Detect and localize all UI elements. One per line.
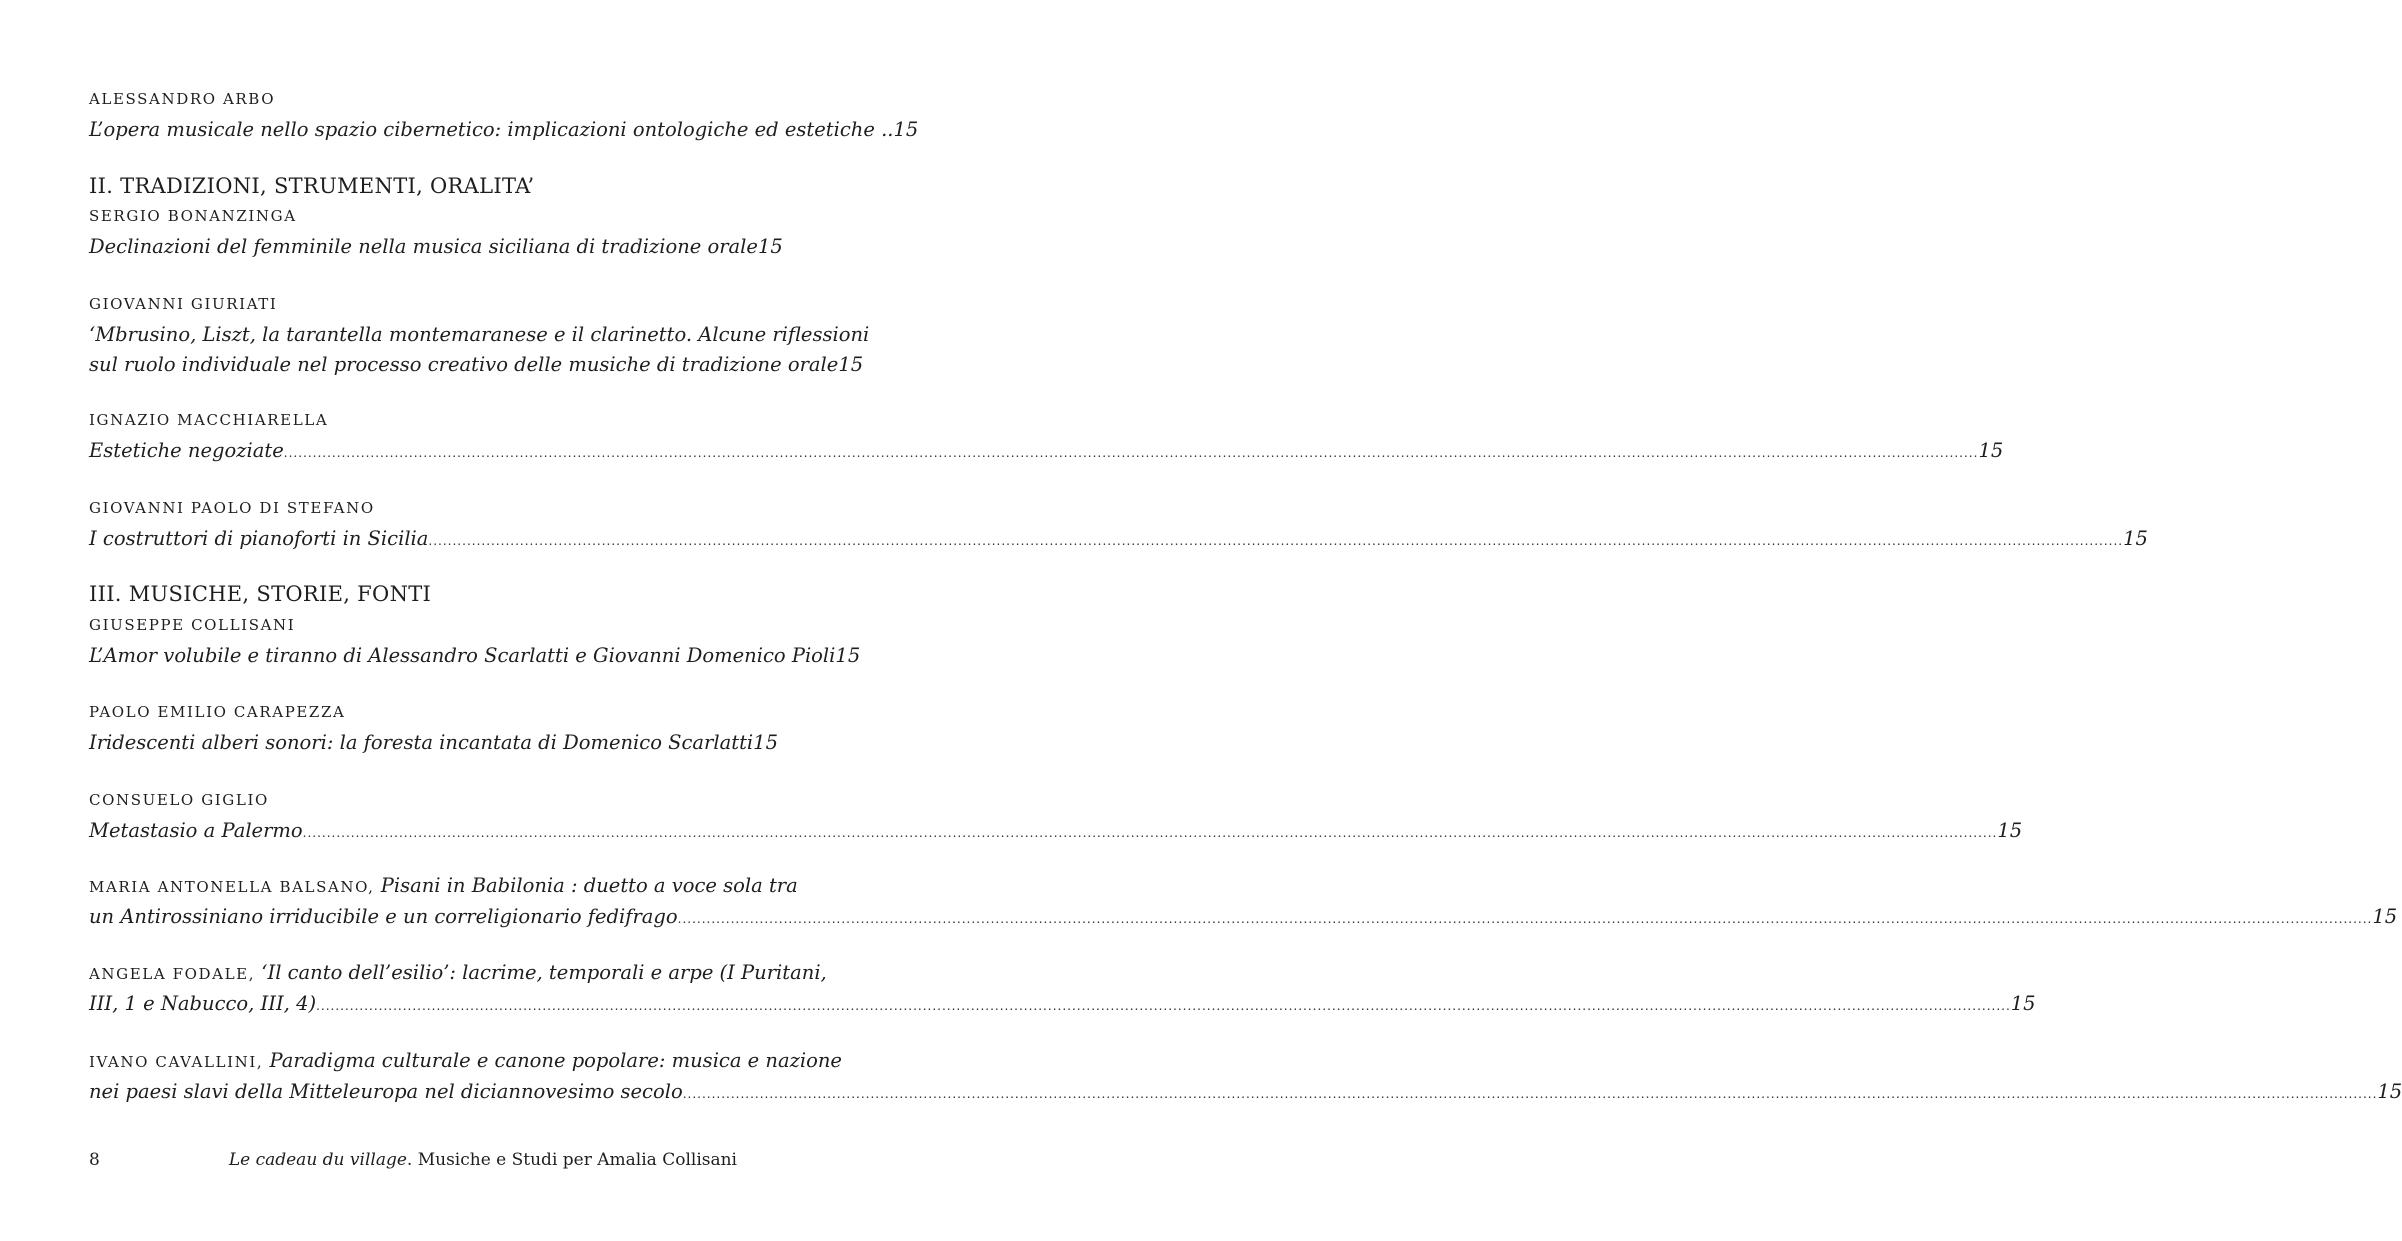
- entry-page: 15: [1978, 439, 2004, 462]
- toc-entry: [89, 410, 2004, 468]
- toc-entry: [89, 702, 778, 760]
- entry-author: IVANO CAVALLINI,: [89, 1053, 264, 1071]
- entry-page: 15: [2377, 1080, 2402, 1103]
- entry-title: [89, 436, 2004, 468]
- entry-author: ANGELA FODALE,: [89, 965, 256, 983]
- entry-title: [89, 232, 783, 264]
- toc-entry: [89, 89, 919, 145]
- entry-title-start: Pisani in Babilonia : duetto a voce sola tra: [374, 874, 798, 897]
- entry-title-line: ‘Mbrusino, Liszt, la tarantella montemaranese e il clarinetto. Alcune riflessioni: [89, 323, 870, 346]
- leader-dots: [428, 526, 2123, 556]
- entry-title: [89, 816, 2023, 848]
- leader-dots: [683, 1079, 2378, 1109]
- entry-title-text: Iridescenti alberi sonori: la foresta incantata di Domenico Scarlatti: [89, 731, 754, 754]
- entry-page: 15: [2123, 527, 2148, 550]
- toc-entry: [89, 615, 861, 673]
- entry-title: [89, 728, 778, 760]
- entry-title: [89, 350, 864, 382]
- entry-title-line: [89, 1046, 842, 1077]
- toc-entry: [89, 1046, 2402, 1109]
- entry-title-start: ‘Il canto dell’esilio’: lacrime, temporali e arpe (I Puritani,: [255, 961, 827, 984]
- entry-title: [89, 115, 919, 145]
- entry-title-line: [89, 871, 798, 902]
- toc-page: [89, 0, 2402, 1241]
- entry-page: 15: [835, 644, 861, 667]
- entry-title: [89, 1077, 2402, 1109]
- toc-entry: [89, 206, 783, 264]
- entry-title-text: L’Amor volubile e tiranno di Alessandro Scarlatti e Giovanni Domenico Pioli: [89, 644, 836, 667]
- leader-dots: [303, 818, 1998, 848]
- entry-title: [89, 989, 2036, 1021]
- entry-author: GIOVANNI PAOLO DI STEFANO: [89, 499, 375, 517]
- toc-entry: [89, 871, 2398, 934]
- entry-author: CONSUELO GIGLIO: [89, 791, 269, 809]
- entry-title-start: Paradigma culturale e canone popolare: musica e nazione: [263, 1049, 842, 1072]
- leader-dots: [284, 438, 1979, 468]
- entry-page: 15: [838, 353, 864, 376]
- section-heading: II. TRADIZIONI, STRUMENTI, ORALITA’: [89, 174, 535, 198]
- entry-page: 15: [2372, 905, 2398, 928]
- leader-dots: [678, 904, 2373, 934]
- book-subtitle: . Musiche e Studi per Amalia Collisani: [406, 1150, 737, 1170]
- entry-title-text: Estetiche negoziate: [89, 439, 284, 462]
- toc-entry: [89, 958, 2036, 1021]
- entry-title-text: I costruttori di pianoforti in Sicilia: [89, 527, 429, 550]
- entry-title: [89, 902, 2398, 934]
- entry-page: 15: [1997, 819, 2023, 842]
- page-number: 8: [89, 1150, 100, 1170]
- toc-entry: [89, 790, 2023, 848]
- entry-page: 15: [753, 731, 778, 754]
- entry-author: SERGIO BONANZINGA: [89, 207, 297, 225]
- book-title: Le cadeau du village: [228, 1150, 407, 1170]
- entry-title-text: L’opera musicale nello spazio cibernetico: implicazioni ontologiche ed estetiche ..: [89, 118, 894, 141]
- entry-title-text: sul ruolo individuale nel processo creativo delle musiche di tradizione orale: [89, 353, 839, 376]
- entry-title-text: un Antirossiniano irriducibile e un correligionario fedifrago: [89, 905, 678, 928]
- entry-page: 15: [757, 235, 783, 258]
- entry-author: PAOLO EMILIO CARAPEZZA: [89, 703, 346, 721]
- toc-entry: [89, 294, 870, 382]
- running-footer: [229, 1148, 737, 1172]
- entry-title-line: [89, 958, 827, 989]
- leader-dots: [316, 991, 2011, 1021]
- entry-title-text: Declinazioni del femminile nella musica siciliana di tradizione orale: [89, 235, 758, 258]
- entry-author: GIUSEPPE COLLISANI: [89, 616, 296, 634]
- entry-title: [89, 524, 2148, 556]
- section-heading: III. MUSICHE, STORIE, FONTI: [89, 582, 432, 606]
- toc-entry: [89, 498, 2148, 556]
- entry-author: MARIA ANTONELLA BALSANO,: [89, 878, 375, 896]
- entry-page: 15: [893, 118, 919, 141]
- entry-title-text: Metastasio a Palermo: [89, 819, 303, 842]
- entry-author: ALESSANDRO ARBO: [89, 90, 276, 108]
- entry-title: [89, 641, 861, 673]
- entry-page: 15: [2010, 992, 2036, 1015]
- entry-title-text: nei paesi slavi della Mitteleuropa nel diciannovesimo secolo: [89, 1080, 683, 1103]
- entry-author: IGNAZIO MACCHIARELLA: [89, 411, 329, 429]
- entry-title-text: III, 1 e Nabucco, III, 4): [89, 992, 317, 1015]
- entry-author: GIOVANNI GIURIATI: [89, 295, 278, 313]
